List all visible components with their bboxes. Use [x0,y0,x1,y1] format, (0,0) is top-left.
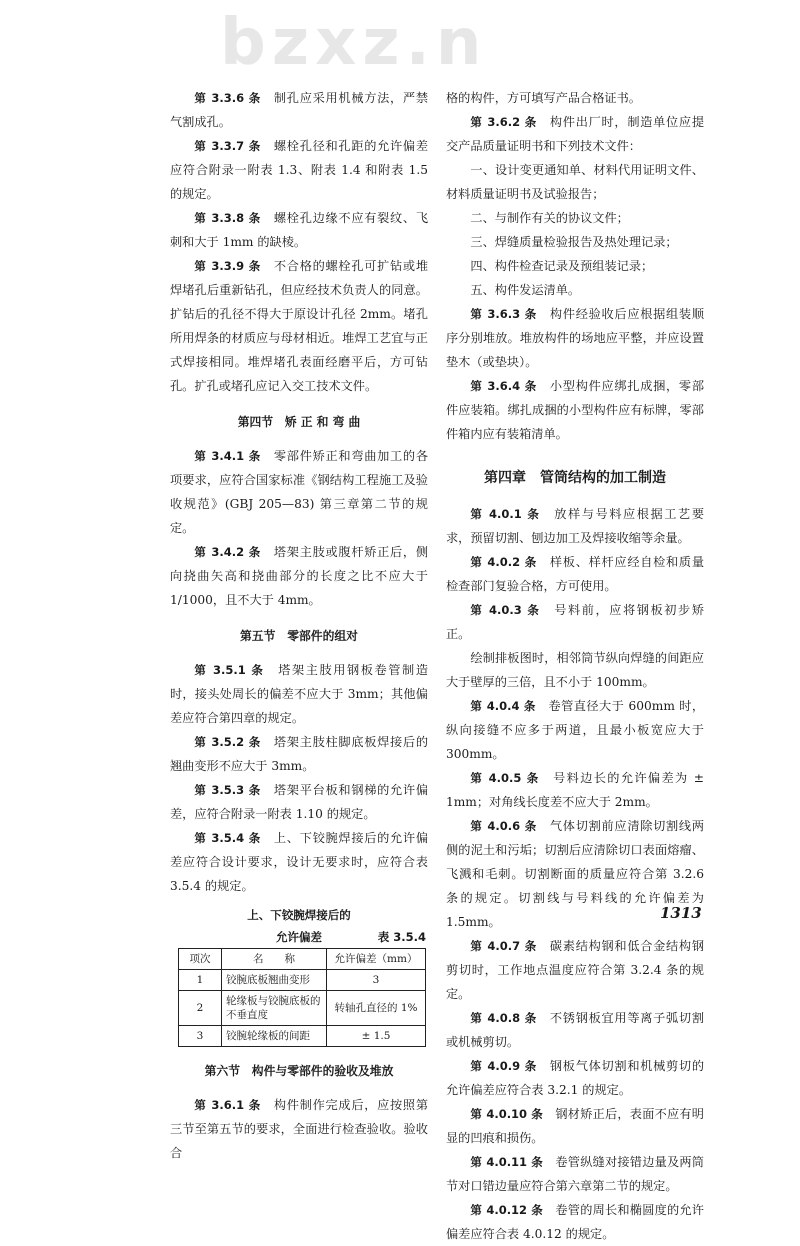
clause-3-5-1: 第 3.5.1 条 塔架主肢用钢板卷管制造时，接头处周长的偏差不应大于 3mm；其他偏差应符合第四章的规定。 [170,663,429,725]
clause-4-0-5: 第 4.0.5 条 号料边长的允许偏差为 ± 1mm；对角线长度差不应大于 2mm。 [446,771,705,809]
table-cell: 轮缘板与铰腕底板的不垂直度 [222,991,327,1026]
clause-3-6-1-continued: 格的构件，方可填写产品合格证书。 [446,91,641,105]
clause-3-3-6: 第 3.3.6 条 制孔应采用机械方法，严禁气割成孔。 [170,91,429,129]
clause-4-0-10: 第 4.0.10 条 钢材矫正后，表面不应有明显的凹痕和损伤。 [446,1107,704,1145]
tolerance-table [178,948,426,1047]
list-item: 二、与制作有关的协议文件； [470,211,629,225]
clause-3-4-2: 第 3.4.2 条 塔架主肢或腹杆矫正后，侧向挠曲矢高和挠曲部分的长度之比不应大于1/1000，且不大于 4mm。 [170,545,429,607]
clause-4-0-2: 第 4.0.2 条 样板、样杆应经自检和质量检查部门复验合格，方可使用。 [446,555,705,593]
clause-4-0-8: 第 4.0.8 条 不锈钢板宜用等离子弧切割或机械剪切。 [446,1011,705,1049]
table-number: 表 3.5.4 [377,930,426,944]
clause-3-6-4: 第 3.6.4 条 小型构件应绑扎成捆，零部件应装箱。绑扎成捆的小型构件应有标牌，零部件箱内应有装箱清单。 [446,379,705,441]
chapter-4-heading: 第四章 管筒结构的加工制造 [484,470,666,486]
clause-3-3-8: 第 3.3.8 条 螺栓孔边缘不应有裂纹、飞刺和大于 1mm 的缺棱。 [170,211,429,249]
table-header: 允许偏差（mm） [327,949,426,970]
table-cell: 转轴孔直径的 1% [327,991,426,1026]
list-item: 三、焊缝质量检验报告及热处理记录； [470,235,678,249]
clause-3-3-9: 第 3.3.9 条 不合格的螺栓孔可扩钻或堆焊堵孔后重新钻孔，但应经技术负责人的同意。扩钻后的孔径不得大于原设计孔径 2mm。堵孔所用焊条的材质应与母材相近。堆焊工艺宜与正式焊接相同。堆焊堵孔表面经磨平后，方可钻孔。扩孔或堵孔应记入交工技术文件。 [170,259,429,393]
table-header: 项次 [179,949,222,970]
table-header-row [179,949,426,970]
table-cell: 2 [179,991,222,1026]
table-cell: 铰腕底板翘曲变形 [222,970,327,991]
clause-4-0-11: 第 4.0.11 条 卷管纵缝对接错边量及两筒节对口错边量应符合第六章第二节的规定。 [446,1155,704,1193]
section-5-heading: 第五节 零部件的组对 [240,629,358,643]
list-item: 一、设计变更通知单、材料代用证明文件、材料质量证明书及试验报告； [446,163,704,201]
table-row [179,991,426,1026]
clause-3-5-3: 第 3.5.3 条 塔架平台板和钢梯的允许偏差，应符合附录一附表 1.10 的规定。 [170,783,429,821]
clause-3-3-7: 第 3.3.7 条 螺栓孔径和孔距的允许偏差应符合附录一附表 1.3、附表 1.4 和附表 1.5 的规定。 [170,139,429,201]
section-4-heading: 第四节 矫 正 和 弯 曲 [237,415,361,429]
table-header: 名 称 [222,949,327,970]
clause-3-5-2: 第 3.5.2 条 塔架主肢柱脚底板焊接后的翘曲变形不应大于 3mm。 [170,735,429,773]
list-item: 五、构件发运清单。 [470,283,581,297]
clause-3-6-3: 第 3.6.3 条 构件经验收后应根据组装顺序分别堆放。堆放构件的场地应平整，并应设置垫木（或垫块）。 [446,307,705,369]
table-subtitle: 允许偏差 表 3.5.4 [170,926,428,948]
table-cell: 1 [179,970,222,991]
clause-4-0-7: 第 4.0.7 条 碳素结构钢和低合金结构钢剪切时，工作地点温度应符合第 3.2.4 条的规定。 [446,939,705,1001]
clause-4-0-1: 第 4.0.1 条 放样与号料应根据工艺要求，预留切割、刨边加工及焊接收缩等余量。 [446,507,705,545]
table-title: 上、下铰腕焊接后的 [247,908,351,922]
page-number: 1313 [660,904,702,922]
watermark: bzxz.n [220,6,488,80]
clause-4-0-4: 第 4.0.4 条 卷管直径大于 600mm 时，纵向接缝不应多于两道，且最小板宽应大于 300mm。 [446,699,705,761]
list-item: 四、构件检查记录及预组装记录； [470,259,654,273]
clause-3-6-1: 第 3.6.1 条 构件制作完成后，应按照第三节至第五节的要求，全面进行检查验收。验收合 [170,1098,429,1160]
clause-3-4-1: 第 3.4.1 条 零部件矫正和弯曲加工的各项要求，应符合国家标准《钢结构工程施工及验收规范》(GBJ 205—83) 第三章第二节的规定。 [170,449,429,535]
clause-3-5-4: 第 3.5.4 条 上、下铰腕焊接后的允许偏差应符合设计要求，设计无要求时，应符合表 3.5.4 的规定。 [170,831,429,893]
clause-4-0-12: 第 4.0.12 条 卷管的周长和椭圆度的允许偏差应符合表 4.0.12 的规定。 [446,1203,704,1241]
table-row [179,1026,426,1047]
left-column [170,86,428,1165]
table-cell: 铰腕轮缘板的间距 [222,1026,327,1047]
clause-4-0-6: 第 4.0.6 条 气体切割前应清除切割线两侧的泥土和污垢；切割后应清除切口表面熔瘤、飞溅和毛刺。切割断面的质量应符合第 3.2.6 条的规定。切割线与号料线的允许偏差为 1.5mm。 [446,819,705,929]
clause-3-6-2: 第 3.6.2 条 构件出厂时，制造单位应提交产品质量证明书和下列技术文件： [446,115,705,153]
table-cell: 3 [179,1026,222,1047]
table-row [179,970,426,991]
table-cell: 3 [327,970,426,991]
clause-4-0-9: 第 4.0.9 条 钢板气体切割和机械剪切的允许偏差应符合表 3.2.1 的规定。 [446,1059,705,1097]
table-cell: ± 1.5 [327,1026,426,1047]
clause-4-0-3: 第 4.0.3 条 号料前，应将钢板初步矫正。 [446,603,705,641]
right-column [446,86,704,1246]
clause-4-0-3-b: 绘制排板图时，相邻筒节纵向焊缝的间距应大于壁厚的三倍，且不小于 100mm。 [446,651,704,689]
section-6-heading: 第六节 构件与零部件的验收及堆放 [204,1064,394,1078]
